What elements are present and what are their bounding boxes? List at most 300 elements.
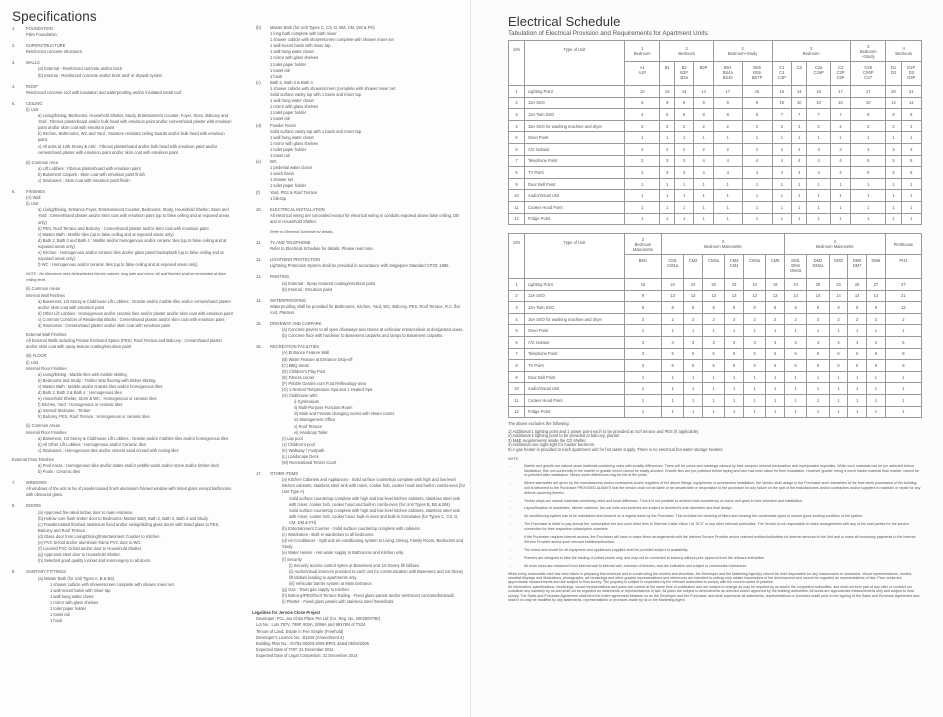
- fitting-item: 1 toilet paper holder: [270, 183, 307, 189]
- row-type: Cooker Hood Point: [525, 201, 625, 213]
- table-row: [509, 178, 922, 190]
- specifications-page: [0, 0, 470, 717]
- other-item: (g) Gas - Town gas supply to Kitchen.: [282, 586, 350, 592]
- section-number: 5.: [12, 100, 16, 106]
- row-value: 1: [766, 394, 785, 406]
- row-value: 1: [742, 190, 772, 202]
- spec-section: [12, 60, 234, 78]
- row-value: 1: [829, 383, 848, 395]
- bullet-dash: -: [510, 547, 512, 552]
- subsection-label: (i) Unit: [26, 359, 39, 365]
- row-value: 1: [792, 132, 807, 144]
- row-value: 7: [772, 109, 792, 121]
- row-value: 20: [702, 279, 724, 291]
- row-value: 1: [743, 406, 765, 418]
- spec-sub-item: (h) Selected good quality lockset and ironmongery to all doors.: [38, 558, 152, 564]
- fitting-item: 1 mirror with glass shelves: [270, 104, 319, 110]
- subsection-title: Master Bath (for Unit Types C, CS, D, BM, CM, DM & PH): [270, 25, 375, 30]
- row-value: 2: [901, 120, 921, 132]
- row-type: Fridge Point: [525, 406, 625, 418]
- row-value: 3: [674, 167, 693, 179]
- row-value: 2: [702, 313, 724, 325]
- subsection-label: (ii) Common Areas: [26, 286, 60, 292]
- row-value: 5: [743, 348, 765, 360]
- row-type: Oven Point: [525, 132, 625, 144]
- row-value: 1: [694, 132, 713, 144]
- row-value: 13: [725, 290, 744, 302]
- unit-type-header: CM5: [766, 255, 785, 279]
- row-value: 1: [684, 371, 703, 383]
- row-value: 2: [625, 120, 660, 132]
- row-value: 5: [661, 348, 683, 360]
- row-value: 1: [901, 132, 921, 144]
- note-item: [508, 481, 922, 495]
- table-row: [509, 132, 922, 144]
- spec-sub-item: c) Staircases : Skim coat with emulsion paint finish: [38, 177, 130, 183]
- section-number: 2.: [12, 43, 16, 49]
- electrical-schedule-title: Electrical Schedule: [508, 14, 621, 29]
- section-title: WATERPROOFING: [270, 297, 307, 303]
- spec-line: All External Walls including Private Enclosed Space (PES), Roof Terrace and Balcony : Cement/sand plaster and/or skim coat with spray texture coating/emulsion paint: [26, 338, 223, 350]
- row-value: 4: [772, 167, 792, 179]
- row-value: 1: [829, 325, 848, 337]
- row-value: 1: [792, 213, 807, 225]
- spec-section: [12, 43, 234, 55]
- row-value: 2: [684, 313, 703, 325]
- spec-line: Reinforced concrete structures.: [26, 49, 83, 55]
- other-item: (c) Wardrobes - Built-in wardrobes to all bedrooms.: [282, 532, 375, 538]
- row-value: 1: [901, 201, 921, 213]
- row-value: 1: [660, 190, 674, 202]
- spec-sub-item: e) Kitchen : Homogenous and/or ceramic tiles and/or glass panel backsplash (up to false ceiling and at exposed areas only): [38, 250, 224, 262]
- section-body: [256, 246, 466, 252]
- unit-group-header: Penthouse: [885, 234, 921, 255]
- section-title: CEILING: [26, 100, 43, 106]
- row-value: 1: [742, 201, 772, 213]
- row-value: 2: [713, 143, 742, 155]
- row-value: 1: [848, 383, 867, 395]
- row-value: 6: [867, 348, 886, 360]
- row-value: 4: [742, 155, 772, 167]
- row-value: 2: [772, 120, 792, 132]
- row-value: 1: [867, 406, 886, 418]
- spec-sub-item: (b) Hollow core flush timber door to Bedrooms, Master Bath, Bath 2, Bath 3, Bath 4 and Study.: [38, 515, 209, 521]
- row-type: A/C Isolator: [525, 143, 625, 155]
- bullet-dash: -: [510, 498, 512, 503]
- unit-type-header: CM3a: [743, 255, 765, 279]
- row-value: 5: [661, 360, 683, 372]
- legalities-line: Building Plan No.: A0781-00003-2005-BP01 dated 05/04/2006: [256, 640, 369, 646]
- fitting-item: 1 towel rail: [270, 152, 290, 158]
- row-value: 4: [713, 167, 742, 179]
- row-value: 4: [831, 155, 851, 167]
- section-title: DRIVEWAY AND CARPARK: [270, 321, 322, 327]
- row-value: 9: [867, 302, 886, 314]
- row-value: 1: [784, 325, 806, 337]
- row-value: 4: [867, 336, 886, 348]
- facility-item: (L) Landscape Deck: [282, 454, 319, 459]
- row-value: 6: [867, 360, 886, 372]
- row-type: 13A SSO: [525, 97, 625, 109]
- section-body: [256, 350, 466, 466]
- row-type: Door Bell Point: [525, 178, 625, 190]
- unit-group-header: 3 Bedroom +Study: [850, 41, 885, 62]
- row-value: 27: [885, 279, 921, 291]
- section-title: WALLS: [26, 60, 40, 66]
- row-value: 4: [713, 155, 742, 167]
- fitting-item: 1 shower cubicle with showerscreen complete with shower mixer set: [270, 37, 394, 43]
- row-value: 9: [850, 109, 885, 121]
- row-value: 3: [660, 167, 674, 179]
- row-value: 8: [886, 109, 901, 121]
- row-value: 3: [766, 336, 785, 348]
- row-sn: 9: [509, 178, 525, 190]
- unit-type-header: D1P D3 D3P: [901, 62, 921, 86]
- table-row: [509, 120, 922, 132]
- spec-section: [12, 26, 234, 38]
- row-value: 4: [792, 155, 807, 167]
- other-item: (a) Kitchen Cabinets and Appliances - Solid surface countertop complete with high and low level kitchen cabinets, stainless steel sink with mixer, cooker hob, cooker hood and built-in combi-oven (for Unit Type A): [282, 477, 466, 495]
- row-value: 1: [713, 190, 742, 202]
- spec-sub-item: b) Pools : Ceramic tiles: [38, 469, 81, 475]
- subsection-title: Bath 2, Bath 3 & Bath 4: [270, 79, 313, 85]
- row-type: Telephone Point: [525, 348, 625, 360]
- row-value: 6: [784, 348, 806, 360]
- row-value: 4: [742, 167, 772, 179]
- row-sn: 10: [509, 190, 525, 202]
- table-row: [509, 348, 922, 360]
- row-value: 1: [807, 213, 831, 225]
- row-value: 3: [625, 360, 662, 372]
- section-body: [12, 32, 234, 38]
- spec-sub-item: (a) Concrete pavers to all open driveways and stones at vehicular entrance/exit at designated areas.: [282, 327, 464, 333]
- row-sn: 2: [509, 290, 525, 302]
- row-value: 4: [694, 167, 713, 179]
- section-title: RECREATION FACILITIES: [270, 344, 320, 350]
- row-value: 1: [766, 383, 785, 395]
- electrical-table-apartments: [508, 40, 922, 225]
- row-value: 1: [792, 178, 807, 190]
- note-text: The brand and model for all equipment and appliances supplied shall be provided subject to availability.: [524, 547, 689, 552]
- other-item: (ii) Audio/Visual intercom provided to each unit for communication with Basement and 1st Storey lift lobbies leading to apartments only.: [289, 568, 464, 580]
- row-value: 4: [831, 167, 851, 179]
- subsection-label: (B) FLOOR: [26, 353, 47, 359]
- row-value: 1: [807, 190, 831, 202]
- row-type: Audio/Visual Unit: [525, 383, 625, 395]
- legalities-line: Developer's Licence No.: B1940 (Amendment 2): [256, 634, 344, 640]
- note-text: The Purchaser is liable to pay annual fee, subscription fee and such other fees to StarHub Cable Vision Ltd 'SCV' or any other relevant authorities. The Vendor is not responsible to make arrangements with any of the said parties for the service connection for their respective subscription channels.: [524, 522, 909, 532]
- row-value: 3: [850, 143, 885, 155]
- row-value: 3: [674, 155, 693, 167]
- note-item: [508, 514, 922, 519]
- unit-type-header: B1: [660, 62, 674, 86]
- spec-sub-item: 1 hook: [50, 618, 63, 624]
- spec-sub-item: b) PES, Roof Terrace and Balcony : Cement/sand plaster and/or skim coat with emulsion paint: [38, 225, 209, 231]
- section-body: [12, 66, 234, 78]
- spec-sub-item: c) Staircases : Homogenous tiles and/or cement sand screed with nosing tiles: [38, 447, 179, 453]
- fitting-item: 1 wall hung water closet: [270, 49, 314, 55]
- row-value: 1: [867, 383, 886, 395]
- specifications-column-right: [252, 25, 466, 659]
- row-value: 6: [807, 348, 829, 360]
- section-body: [256, 281, 466, 293]
- row-value: 16: [772, 86, 792, 98]
- row-value: 8: [743, 302, 765, 314]
- section-number: 4.: [12, 83, 16, 89]
- row-value: 1: [625, 383, 662, 395]
- row-value: 1: [886, 201, 901, 213]
- row-value: 5: [725, 360, 744, 372]
- row-value: 23: [725, 279, 744, 291]
- table-row: [509, 86, 922, 98]
- note-text: Marble and granite are natural stone materials containing veins with tonality differences. There will be colour and markings caused by their complex mineral composition and incorporated impurities. While such materials can be pre-selected before installation, this non-conformity in the marble or granite hence cannot be totally avoided. Granite tiles are pre-polished before laying and care has been taken for their installation. However granite, being a much harder material than marble, cannot be re-polished after installation. Hence some differences may be felt at the joints.: [524, 464, 919, 478]
- facility-item: (C) BBQ areas: [282, 362, 309, 368]
- row-value: 4: [848, 336, 867, 348]
- note-text: Timber strips are natural materials containing veins and tonal difference. Thus it is not possible to achieve total consistency of colour and grain in their selection and installation.: [524, 498, 803, 503]
- spec-sub-item: (g) Approved steel door to Household Shelter.: [38, 552, 121, 558]
- row-value: 4: [792, 167, 807, 179]
- bullet-dash: -: [510, 563, 512, 568]
- row-value: 14: [784, 290, 806, 302]
- row-value: 14: [694, 86, 713, 98]
- note-text: Air-conditioning system has to be maintained and cleaned on a regular basis by the Purchaser. This includes the cleaning of filters and clearing the condensate pipes to ensure good working condition of the system.: [524, 514, 864, 519]
- row-type: Audio/Visual Unit: [525, 190, 625, 202]
- legalities-line: Expected Date of TOP: 31 December 2011: [256, 646, 334, 652]
- section-title: OTHER ITEMS: [270, 471, 298, 477]
- fitting-item: 1 shower set: [270, 177, 294, 183]
- row-value: 2: [784, 313, 806, 325]
- unit-type-header: CM2: [684, 255, 703, 279]
- fitting-item: 1 mirror with glass shelves: [270, 55, 319, 61]
- group-header-row: [509, 41, 922, 62]
- excludes-list: [508, 430, 922, 453]
- section-number: 11.: [256, 240, 262, 246]
- row-value: 1: [702, 383, 724, 395]
- row-value: 1: [625, 213, 660, 225]
- spec-sub-item: 1 wall hung water closet: [50, 593, 94, 599]
- row-value: 1: [660, 132, 674, 144]
- row-type: Lighting Point: [525, 86, 625, 98]
- row-value: 1: [694, 190, 713, 202]
- section-title: PAINTING: [270, 274, 290, 280]
- row-value: 1: [850, 213, 885, 225]
- row-value: 9: [674, 97, 693, 109]
- table-row: [509, 302, 922, 314]
- subsection-label: (ii) Common Area: [26, 159, 58, 165]
- spec-sub-item: b) Other Lift Lobbies : Homogenous and/or ceramic tiles and/or plaster and/or skim coat with emulsion paint: [38, 310, 233, 316]
- spec-line: Refer to Electrical Schedule for details. Please read note.: [270, 246, 374, 252]
- row-value: 2: [661, 313, 683, 325]
- row-value: 2: [848, 313, 867, 325]
- unit-type-header: C1 C4 C4P: [772, 62, 792, 86]
- unit-type-header: DM3: [829, 255, 848, 279]
- fitting-item: 1 pedestal water closet: [270, 165, 312, 171]
- row-type: A/C Isolator: [525, 336, 625, 348]
- row-value: 1: [684, 394, 703, 406]
- row-value: 2: [674, 143, 693, 155]
- row-sn: 6: [509, 336, 525, 348]
- row-value: 2: [725, 313, 744, 325]
- row-value: 2: [694, 120, 713, 132]
- row-value: 19: [766, 279, 785, 291]
- row-value: 21: [901, 86, 921, 98]
- row-value: 2: [831, 120, 851, 132]
- facility-item: (D) Children's Play Pool: [282, 368, 326, 374]
- spec-sub-item: (a) Approved fire-rated timber door to main entrance.: [38, 509, 134, 515]
- row-sn: 4: [509, 120, 525, 132]
- row-value: 14: [674, 86, 693, 98]
- spec-section: [12, 480, 234, 498]
- unit-type-header: BS5 BS6 BS7P: [742, 62, 772, 86]
- row-value: 5: [850, 167, 885, 179]
- bullet-dash: -: [510, 522, 512, 527]
- row-value: 10: [831, 97, 851, 109]
- row-value: 1: [625, 406, 662, 418]
- row-value: 5: [702, 348, 724, 360]
- row-value: 1: [725, 371, 744, 383]
- spec-sub-item: 1 toilet paper holder: [50, 605, 87, 611]
- row-type: Cooker Hood Point: [525, 394, 625, 406]
- section-title: SUPERSTRUCTURE: [26, 43, 66, 49]
- row-value: 2: [625, 143, 660, 155]
- row-value: 15: [807, 86, 831, 98]
- row-value: 10: [792, 97, 807, 109]
- unit-type-header: C2a C2aP: [807, 62, 831, 86]
- row-value: 1: [885, 383, 921, 395]
- facility-item: (F) Pebble Garden cum Foot Reflexology area: [282, 380, 366, 386]
- row-value: 1: [702, 325, 724, 337]
- unit-group-header: 4 Bedroom Maisonette: [784, 234, 885, 255]
- table-row: [509, 371, 922, 383]
- clubhouse-item: v) Roof Terrace: [294, 423, 322, 429]
- row-value: 1: [885, 406, 921, 418]
- section-number: 8.: [12, 503, 16, 509]
- spec-sub-item: b) Basement Carpark : Skim coat with emulsion paint finish: [38, 171, 145, 177]
- subsection-body: [256, 165, 466, 189]
- fitting-item: 1 wall hung water closet: [270, 134, 314, 140]
- row-value: 1: [713, 178, 742, 190]
- row-value: 4: [694, 155, 713, 167]
- row-value: 1: [743, 325, 765, 337]
- row-value: 1: [886, 178, 901, 190]
- table-row: [509, 279, 922, 291]
- row-value: 1: [713, 132, 742, 144]
- row-value: 1: [831, 178, 851, 190]
- subsection-label: (b): [256, 25, 262, 30]
- row-value: 9: [848, 302, 867, 314]
- row-value: 1: [784, 406, 806, 418]
- facility-item: (B) Water Feature at Entrance Drop-off: [282, 356, 353, 362]
- row-value: 1: [867, 325, 886, 337]
- row-value: 1: [684, 383, 703, 395]
- section-number: 12.: [256, 257, 262, 263]
- unit-type-header: DM1 DM4 DM4a: [784, 255, 806, 279]
- spec-sub-item: a) Basement, 1st Storey & Clubhouse Lift Lobbies : Granite and/or marbles tiles and/or homogenous tiles: [38, 435, 229, 441]
- other-item: (h) Balcony/PES/Roof Terrace Railing - Fixed glass panels and/or reinforced concrete/brickwall.: [282, 593, 455, 599]
- row-value: 8: [766, 302, 785, 314]
- note-item: [508, 556, 922, 561]
- row-value: 3: [725, 336, 744, 348]
- row-value: 1: [848, 325, 867, 337]
- subsection-label: (f): [256, 189, 260, 195]
- row-value: 1: [674, 213, 693, 225]
- row-value: 26: [848, 279, 867, 291]
- other-item: Solid surface countertop complete with high and low level kitchen cabinets, stainless steel sink with mixer, cooker hob, cooker hood and built-in combi-oven (for Unit Types B, BS & BM): [289, 495, 460, 507]
- section-title: ELECTRICAL INSTALLATION: [270, 206, 325, 212]
- row-value: 4: [784, 336, 806, 348]
- row-value: 9: [784, 302, 806, 314]
- table-row: [509, 167, 922, 179]
- section-title: LIGHTNING PROTECTION: [270, 257, 321, 263]
- row-value: 1: [807, 371, 829, 383]
- unit-group-header: 1 Bedroom: [625, 41, 660, 62]
- row-value: 12: [885, 302, 921, 314]
- fitting-item: 1 bib-tap: [270, 195, 286, 201]
- fitting-item: 1 wall-mount basin with mixer tap: [270, 43, 331, 49]
- row-value: 8: [885, 360, 921, 372]
- row-value: 1: [772, 201, 792, 213]
- row-value: 3: [660, 155, 674, 167]
- row-value: 1: [850, 132, 885, 144]
- row-value: 1: [850, 178, 885, 190]
- group-header-row: [509, 234, 922, 255]
- row-value: 1: [885, 371, 921, 383]
- row-value: 2: [660, 143, 674, 155]
- row-value: 7: [831, 109, 851, 121]
- row-value: 5: [725, 348, 744, 360]
- row-value: 10: [807, 97, 831, 109]
- disclaimer-paragraph: While every reasonable care has been taken in preparing this brochure and in constructing the models and showflats, the Developer and the Marketing Agent(s) cannot be held responsible for any inaccuracies or omissions. Visual representations, models, showflat displays and illustrations, photographs, art renderings and other graphic representations and references are intended to portray only artistic impressions of the development and cannot be regarded as representations of fact. Floor areas are approximate measurements and are subject to final survey. The property is subject to inspection by the relevant authorities to comply with the current codes of practice.: [508, 571, 913, 585]
- facility-item: (E) Fitness corner: [282, 374, 315, 380]
- table-row: [509, 201, 922, 213]
- row-value: 3: [702, 336, 724, 348]
- row-value: 6: [660, 109, 674, 121]
- row-type: TV Point: [525, 167, 625, 179]
- spec-sub-item: 1 wall-mount basin with mixer tap: [50, 587, 111, 593]
- table-row: [509, 97, 922, 109]
- subsection-title: Powder Room: [270, 122, 296, 128]
- other-item: (iii) Vehicular barrier system at Main Entrance.: [289, 580, 373, 586]
- finishes-note: NOTE : No tiles/stone work behind/below kitchen cabinet, long bath and mirror. All wall finishes shall be terminated at false ceiling level.: [26, 272, 226, 283]
- section-number: 17.: [256, 471, 262, 477]
- row-value: 14: [792, 86, 807, 98]
- section-body: [12, 107, 234, 184]
- section-body: [12, 49, 234, 55]
- spec-sub-item: (d) Glass door from Living/Dining/Entertainment Counter to Kitchen.: [38, 533, 161, 539]
- spec-section: [256, 344, 466, 466]
- row-value: 4: [807, 336, 829, 348]
- row-value: 6: [829, 360, 848, 372]
- spec-sub-item: a) Lift Lobbies : Fibrous plasterboard with emulsion paint: [38, 165, 141, 171]
- row-type: 15A SSO for washing machine and dryer: [525, 313, 625, 325]
- row-value: 5: [886, 155, 901, 167]
- note-item: [508, 548, 922, 553]
- spec-sub-item: (f) Louvred PVC bi-fold and/or door to Household Shelter.: [38, 546, 142, 552]
- row-value: 1: [772, 190, 792, 202]
- row-value: 23: [829, 279, 848, 291]
- bullet-dash: -: [510, 514, 512, 519]
- spec-sub-item: 1 towel rail: [50, 612, 70, 618]
- row-type: Telephone Point: [525, 155, 625, 167]
- row-value: 4: [807, 167, 831, 179]
- unit-group-header: 4 Bedroom: [886, 41, 922, 62]
- note-item: [508, 564, 922, 569]
- row-value: 9: [807, 302, 829, 314]
- table-row: [509, 336, 922, 348]
- section-title: ROOF: [26, 83, 38, 89]
- row-value: 3: [743, 336, 765, 348]
- spec-sub-item: a) Living/Dining, Bedrooms, Household Shelter, Study, Entertainment Counter, Foyer, Store, Balcony and Yard : Fibrous plasterboard and/or bulk head with emulsion paint and/or cement/sand plaster with emulsion paint and/or skim coat with emulsion paint: [38, 113, 232, 131]
